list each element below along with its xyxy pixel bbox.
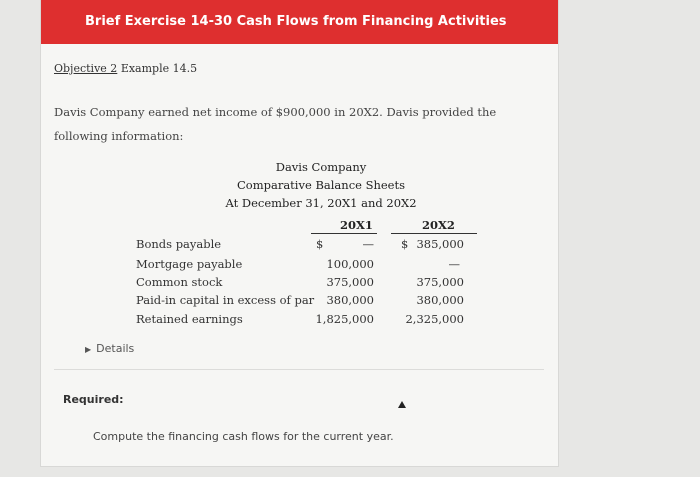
example-ref: Example 14.5 [120, 62, 198, 75]
row-label-mortgage-payable: Mortgage payable [136, 257, 243, 271]
row-label-retained-earnings: Retained earnings [136, 312, 243, 326]
details-label: Details [96, 342, 135, 355]
cell-bonds-20x2: 385,000 [416, 237, 464, 251]
cell-common-20x1: 375,000 [326, 275, 374, 289]
cell-mortgage-20x2: — [448, 257, 460, 271]
cell-mortgage-20x1: 100,000 [326, 257, 374, 271]
intro-text: Davis Company earned net income of $900,000 in 20X2. Davis provided the following information: [54, 105, 497, 143]
cell-retained-20x1: 1,825,000 [315, 312, 374, 326]
dollar-sign-20x2: $ [401, 237, 409, 251]
details-toggle[interactable] [85, 342, 134, 355]
column-rule-20x2 [391, 233, 477, 234]
cell-retained-20x2: 2,325,000 [405, 312, 464, 326]
objective-line [54, 62, 197, 75]
cell-paid-in-20x1: 380,000 [326, 293, 374, 307]
row-label-bonds-payable: Bonds payable [136, 237, 222, 251]
required-task: Compute the financing cash flows for the current year. [93, 430, 394, 443]
objective-link[interactable]: Objective 2 [54, 62, 118, 75]
exercise-card [40, 0, 559, 467]
mouse-cursor-icon [398, 401, 406, 408]
column-header-20x2: 20X2 [422, 218, 455, 232]
row-label-common-stock: Common stock [136, 275, 223, 289]
row-label-paid-in-capital: Paid-in capital in excess of par [136, 293, 315, 307]
statement-heading [171, 158, 471, 212]
cell-paid-in-20x2: 380,000 [416, 293, 464, 307]
column-rule-20x1 [311, 233, 377, 234]
statement-date: At December 31, 20X1 and 20X2 [225, 196, 417, 210]
statement-title: Comparative Balance Sheets [236, 178, 406, 192]
cell-bonds-20x1: — [362, 237, 374, 251]
cell-common-20x2: 375,000 [416, 275, 464, 289]
caret-right-icon: ▶ [85, 345, 92, 354]
company-name: Davis Company [275, 160, 367, 174]
required-heading: Required: [63, 393, 124, 406]
dollar-sign-20x1: $ [316, 237, 324, 251]
section-divider [54, 369, 544, 370]
column-header-20x1: 20X1 [340, 218, 373, 232]
exercise-title: Brief Exercise 14-30 Cash Flows from Financing Activities [41, 0, 558, 44]
